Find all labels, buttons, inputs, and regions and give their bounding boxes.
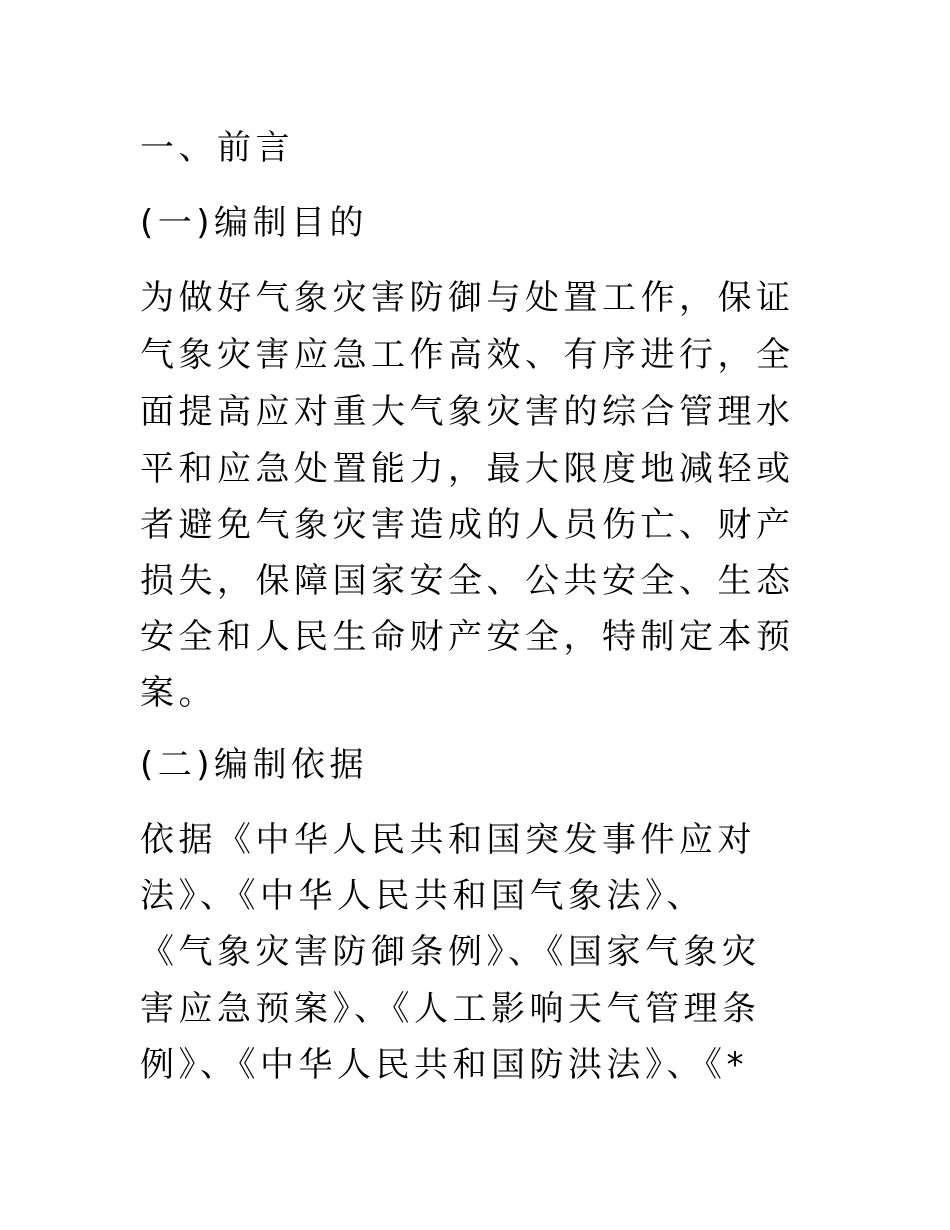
subsection-heading: (一)编制目的 xyxy=(140,203,369,243)
paragraph-line: 害应急预案》、《人工影响天气管理条 xyxy=(140,989,761,1029)
paragraph-line: 案。 xyxy=(140,673,217,713)
paragraph-line: 法》、《中华人民共和国气象法》、 xyxy=(140,876,705,916)
paragraph-line: 依据《中华人民共和国突发事件应对 xyxy=(140,820,756,860)
paragraph-line: 安全和人民生命财产安全，特制定本预 xyxy=(140,617,795,657)
paragraph-line: 平和应急处置能力，最大限度地减轻或 xyxy=(140,449,795,489)
paragraph-line: 面提高应对重大气象灾害的综合管理水 xyxy=(140,392,795,432)
subsection-heading: (二)编制依据 xyxy=(140,745,369,785)
paragraph-line: 者避免气象灾害造成的人员伤亡、财产 xyxy=(140,505,795,545)
paragraph-line: 气象灾害应急工作高效、有序进行，全 xyxy=(140,335,795,375)
section-heading: 一、前言 xyxy=(140,128,294,168)
paragraph-line: 例》、《中华人民共和国防洪法》、《* xyxy=(140,1045,748,1085)
paragraph-line: 损失，保障国家安全、公共安全、生态 xyxy=(140,561,795,601)
paragraph-line: 《气象灾害防御条例》、《国家气象灾 xyxy=(140,932,761,972)
paragraph-line: 为做好气象灾害防御与处置工作，保证 xyxy=(140,278,795,318)
